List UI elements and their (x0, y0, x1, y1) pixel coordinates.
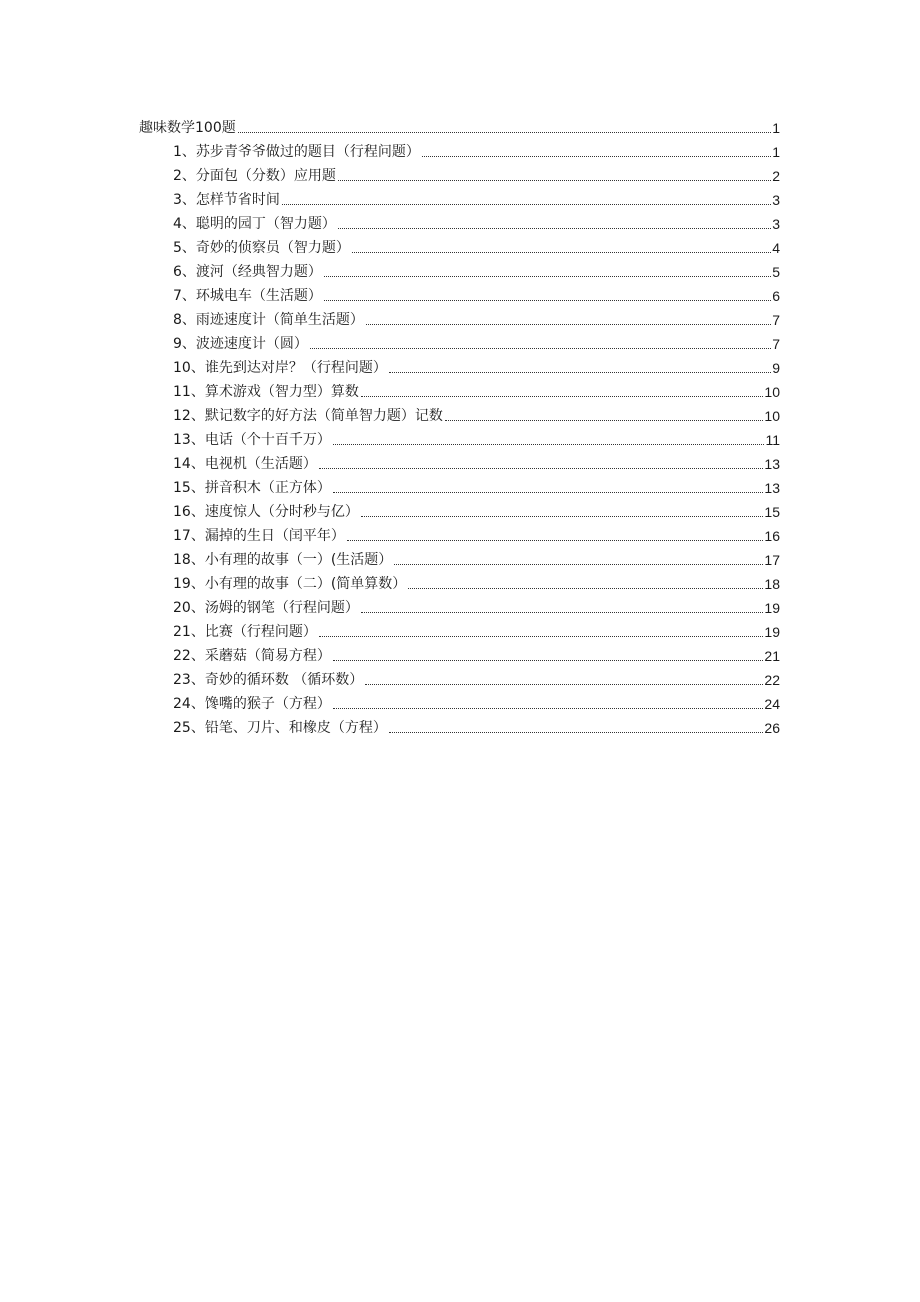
toc-main-title: 趣味数学100题 (139, 120, 236, 136)
toc-entry-title: 6、渡河（经典智力题） (173, 264, 322, 280)
toc-entry-page: 7 (772, 336, 780, 352)
toc-entry[interactable] (173, 185, 780, 209)
toc-dot-leader (324, 300, 771, 301)
toc-entry[interactable] (173, 305, 780, 329)
toc-dot-leader (361, 516, 764, 517)
toc-dot-leader (361, 612, 764, 613)
toc-entry-title: 11、算术游戏（智力型）算数 (173, 384, 359, 400)
toc-entry[interactable] (173, 401, 780, 425)
toc-entry-page: 21 (764, 648, 780, 664)
toc-entry-title: 4、聪明的园丁（智力题） (173, 216, 336, 232)
toc-entry-title: 24、馋嘴的猴子（方程） (173, 696, 331, 712)
toc-entry[interactable] (173, 233, 780, 257)
toc-entry[interactable] (173, 665, 780, 689)
toc-entry-title: 7、环城电车（生活题） (173, 288, 322, 304)
toc-entry-page: 6 (772, 288, 780, 304)
toc-entry[interactable] (173, 377, 780, 401)
toc-entry[interactable] (173, 329, 780, 353)
toc-entry-title: 14、电视机（生活题） (173, 456, 317, 472)
toc-main-entry[interactable] (139, 113, 780, 137)
toc-dot-leader (333, 660, 764, 661)
toc-dot-leader (319, 636, 764, 637)
toc-entry[interactable] (173, 137, 780, 161)
toc-entry[interactable] (173, 449, 780, 473)
toc-entry-title: 16、速度惊人（分时秒与亿） (173, 504, 359, 520)
toc-entry[interactable] (173, 545, 780, 569)
toc-entry-page: 10 (764, 384, 780, 400)
toc-entry-page: 22 (764, 672, 780, 688)
toc-entry-title: 25、铅笔、刀片、和橡皮（方程） (173, 720, 387, 736)
toc-dot-leader (365, 684, 763, 685)
toc-entry[interactable] (173, 209, 780, 233)
toc-entry-title: 3、怎样节省时间 (173, 192, 280, 208)
toc-entry[interactable] (173, 617, 780, 641)
toc-entry-title: 8、雨迹速度计（简单生活题） (173, 312, 364, 328)
toc-entry-page: 4 (772, 240, 780, 256)
toc-entry[interactable] (173, 161, 780, 185)
toc-entry-title: 18、小有理的故事（一）(生活题） (173, 552, 393, 568)
toc-entry-page: 2 (772, 168, 780, 184)
toc-entry-title: 15、拼音积木（正方体） (173, 480, 331, 496)
toc-entry-page: 19 (764, 600, 780, 616)
toc-entry-page: 16 (764, 528, 780, 544)
toc-entry-page: 26 (764, 720, 780, 736)
toc-main-page: 1 (772, 120, 780, 136)
toc-entry-page: 1 (772, 144, 780, 160)
toc-entry-page: 18 (764, 576, 780, 592)
toc-entry-title: 5、奇妙的侦察员（智力题） (173, 240, 350, 256)
toc-dot-leader (324, 276, 771, 277)
toc-entry-page: 10 (764, 408, 780, 424)
toc-entry[interactable] (173, 689, 780, 713)
toc-dot-leader (333, 708, 764, 709)
toc-dot-leader (408, 588, 763, 589)
toc-dot-leader (366, 324, 771, 325)
toc-entry-title: 21、比赛（行程问题） (173, 624, 317, 640)
toc-entry-title: 19、小有理的故事（二）(简单算数） (173, 576, 407, 592)
toc-dot-leader (389, 372, 771, 373)
toc-entry[interactable] (173, 569, 780, 593)
toc-dot-leader (394, 564, 763, 565)
toc-entry-page: 3 (772, 192, 780, 208)
toc-dot-leader (338, 180, 771, 181)
toc-entry-page: 17 (764, 552, 780, 568)
toc-entry-title: 23、奇妙的循环数 （循环数） (173, 672, 364, 688)
toc-entry[interactable] (173, 281, 780, 305)
toc-dot-leader (352, 252, 771, 253)
toc-dot-leader (333, 444, 765, 445)
toc-entry[interactable] (173, 473, 780, 497)
toc-entry-page: 7 (772, 312, 780, 328)
toc-entry[interactable] (173, 497, 780, 521)
toc-entry-title: 1、苏步青爷爷做过的题目（行程问题） (173, 144, 420, 160)
toc-entry-page: 13 (764, 456, 780, 472)
toc-entry-page: 9 (772, 360, 780, 376)
toc-dot-leader (282, 204, 771, 205)
toc-entry-page: 5 (772, 264, 780, 280)
toc-dot-leader (389, 732, 764, 733)
toc-entry[interactable] (173, 425, 780, 449)
toc-entry[interactable] (173, 713, 780, 737)
toc-entry-page: 24 (764, 696, 780, 712)
toc-dot-leader (319, 468, 764, 469)
toc-entry[interactable] (173, 593, 780, 617)
toc-entry-title: 22、采蘑菇（简易方程） (173, 648, 331, 664)
toc-entry-title: 20、汤姆的钢笔（行程问题） (173, 600, 359, 616)
toc-entry-page: 3 (772, 216, 780, 232)
toc-entry-page: 11 (765, 432, 780, 448)
toc-dot-leader (445, 420, 764, 421)
toc-dot-leader (338, 228, 771, 229)
toc-dot-leader (310, 348, 771, 349)
toc-dot-leader (238, 132, 771, 133)
toc-entry-title: 12、默记数字的好方法（简单智力题）记数 (173, 408, 443, 424)
toc-entry-page: 19 (764, 624, 780, 640)
toc-entry[interactable] (173, 353, 780, 377)
toc-entry-page: 13 (764, 480, 780, 496)
toc-entry-title: 2、分面包（分数）应用题 (173, 168, 336, 184)
toc-entry[interactable] (173, 641, 780, 665)
toc-entry-title: 9、波迹速度计（圆） (173, 336, 308, 352)
toc-dot-leader (333, 492, 764, 493)
toc-entry[interactable] (173, 521, 780, 545)
toc-entry-title: 13、电话（个十百千万） (173, 432, 331, 448)
toc-dot-leader (347, 540, 764, 541)
toc-entry-title: 17、漏掉的生日（闰平年） (173, 528, 345, 544)
toc-entry-page: 15 (764, 504, 780, 520)
toc-entry[interactable] (173, 257, 780, 281)
toc-entry-title: 10、谁先到达对岸？（行程问题） (173, 360, 387, 376)
toc-dot-leader (361, 396, 764, 397)
toc-dot-leader (422, 156, 771, 157)
